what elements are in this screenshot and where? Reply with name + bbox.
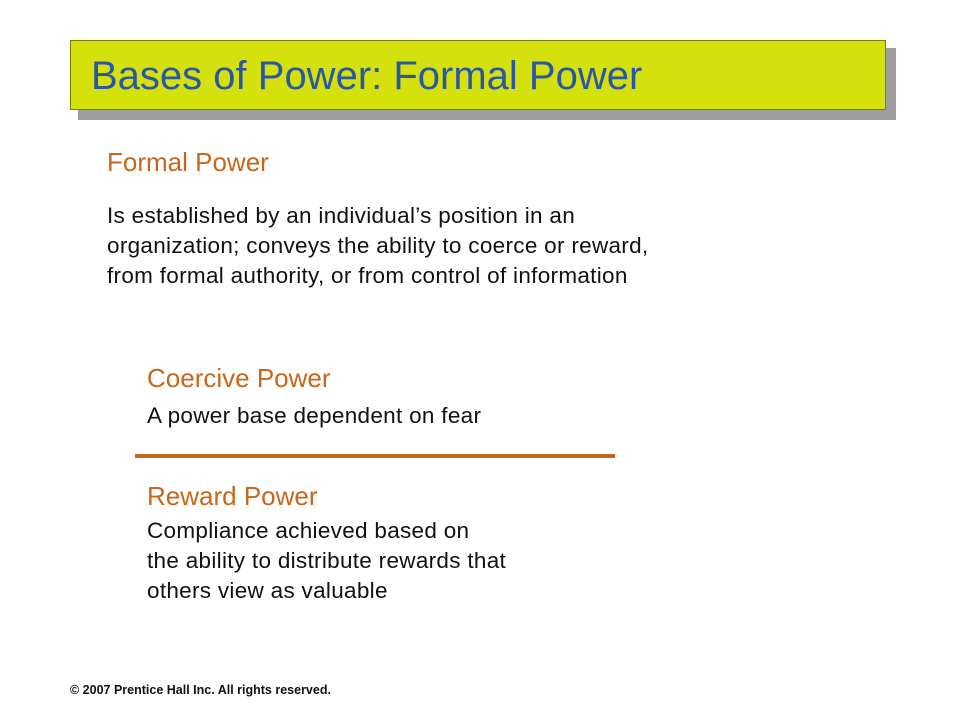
copyright-footer: © 2007 Prentice Hall Inc. All rights reserved. [70,683,331,697]
formal-power-description [107,201,648,291]
reward-power-description-line: Compliance achieved based on [147,518,470,543]
reward-power-description [147,516,506,606]
formal-power-description-line: from formal authority, or from control of information [107,263,628,288]
reward-power-description-line: others view as valuable [147,578,388,603]
slide-title: Bases of Power: Formal Power [91,54,643,98]
formal-power-description-line: organization; conveys the ability to coerce or reward, [107,233,649,258]
formal-power-description-line: Is established by an individual’s position in an [107,203,576,228]
section-divider [135,454,615,458]
coercive-power-description-line: A power base dependent on fear [147,403,482,428]
coercive-power-heading: Coercive Power [147,363,331,393]
coercive-power-description [147,401,481,431]
formal-power-heading: Formal Power [107,147,269,177]
reward-power-description-line: the ability to distribute rewards that [147,548,507,573]
title-bar [70,40,886,110]
reward-power-heading: Reward Power [147,481,318,511]
